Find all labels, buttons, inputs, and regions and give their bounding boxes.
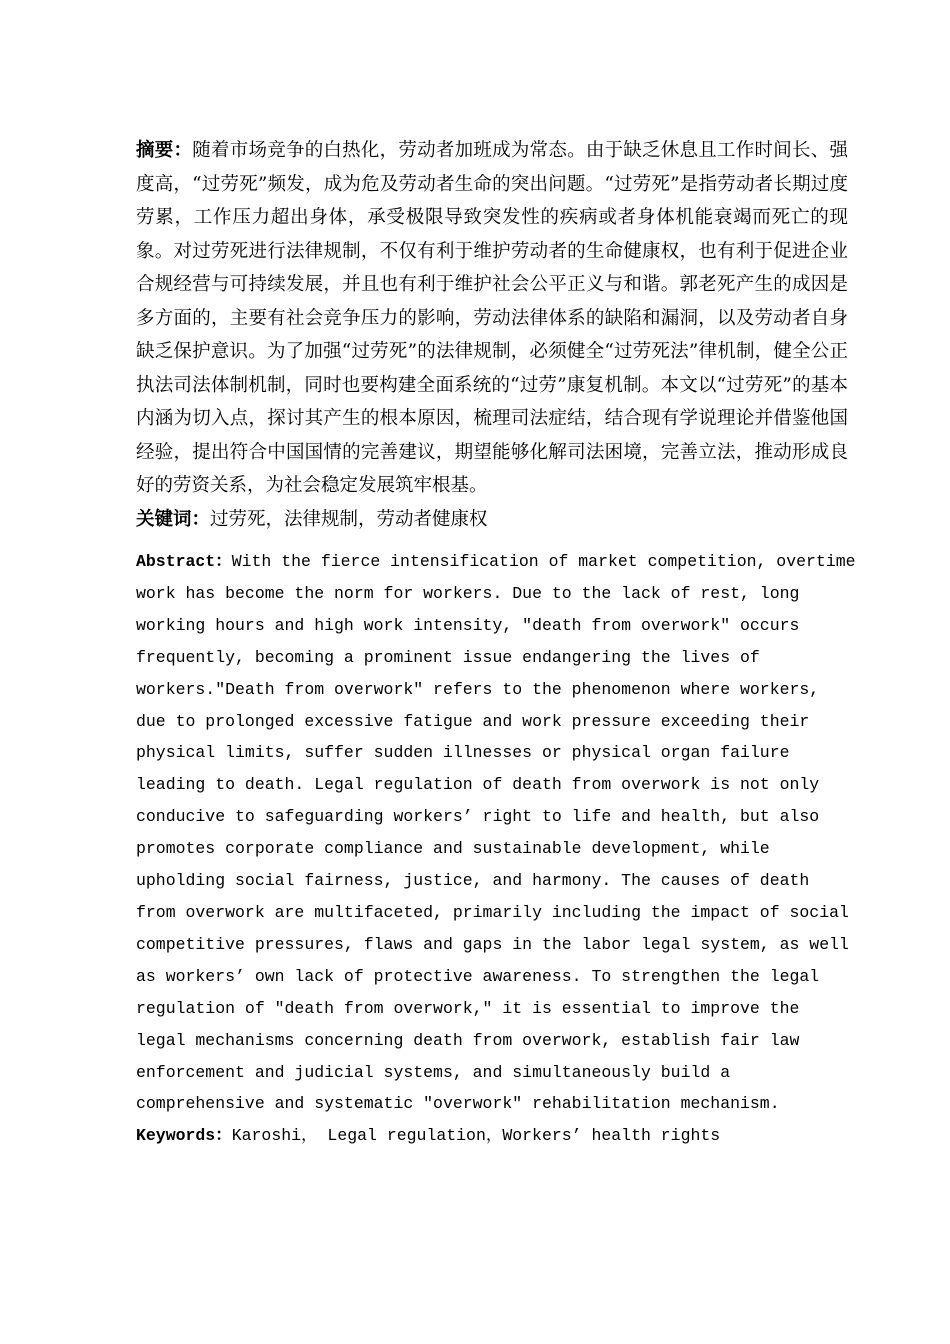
- chinese-keywords-text: 过劳死，法律规制，劳动者健康权: [210, 508, 488, 530]
- english-keywords-label: Keywords：: [136, 1126, 232, 1146]
- english-keywords-text: Karoshi， Legal regulation，Workers’ health rights: [231, 1126, 721, 1146]
- english-keywords: [136, 1120, 848, 1152]
- english-abstract: [136, 546, 858, 1120]
- english-abstract-text: With the fierce intensification of market competition, overtime work has become the norm for workers. Due to the lack of rest, long working hours and high work intensity, "death from overwork" occurs frequently, becoming a prominent issue endangering the lives of workers."Death from overwork" refers to the phenomenon where workers, due to prolonged excessive fatigue and work pressure exceeding their physical limits, suffer sudden illnesses or physical organ failure leading to death. Legal regulation of death from overwork is not only conducive to safeguarding workers’ right to life and health, but also promotes corporate compliance and sustainable development, while upholding social fairness, justice, and harmony. The causes of death from overwork are multifaceted, primarily including the impact of social competitive pressures, flaws and gaps in the labor legal system, as well as workers’ own lack of protective awareness. To strengthen the legal regulation of "death from overwork," it is essential to improve the legal mechanisms concerning death from overwork, establish fair law enforcement and judicial systems, and simultaneously build a comprehensive and systematic "overwork" rehabilitation mechanism.: [136, 552, 856, 1114]
- document-page: [136, 134, 856, 1152]
- chinese-keywords-label: 关键词：: [136, 508, 211, 530]
- chinese-abstract-label: 摘要：: [136, 140, 193, 161]
- english-abstract-label: Abstract：: [136, 552, 232, 571]
- chinese-abstract-text: 随着市场竞争的白热化，劳动者加班成为常态。由于缺乏休息且工作时间长、强度高，“过劳死”频发，成为危及劳动者生命的突出问题。“过劳死”是指劳动者长期过度劳累，工作压力超出身体，承受极限导致突发性的疾病或者身体机能衰竭而死亡的现象。对过劳死进行法律规制，不仅有利于维护劳动者的生命健康权，也有利于促进企业合规经营与可持续发展，并且也有利于维护社会公平正义与和谐。郭老死产生的成因是多方面的，主要有社会竞争压力的影响，劳动法律体系的缺陷和漏洞，以及劳动者自身缺乏保护意识。为了加强“过劳死”的法律规制，必须健全“过劳死法”律机制，健全公正执法司法体制机制，同时也要构建全面系统的“过劳”康复机制。本文以“过劳死”的基本内涵为切入点，探讨其产生的根本原因，梳理司法症结，结合现有学说理论并借鉴他国经验，提出符合中国国情的完善建议，期望能够化解司法困境，完善立法，推动形成良好的劳资关系，为社会稳定发展筑牢根基。: [136, 140, 848, 496]
- chinese-keywords: [136, 503, 848, 537]
- chinese-abstract: [136, 134, 848, 503]
